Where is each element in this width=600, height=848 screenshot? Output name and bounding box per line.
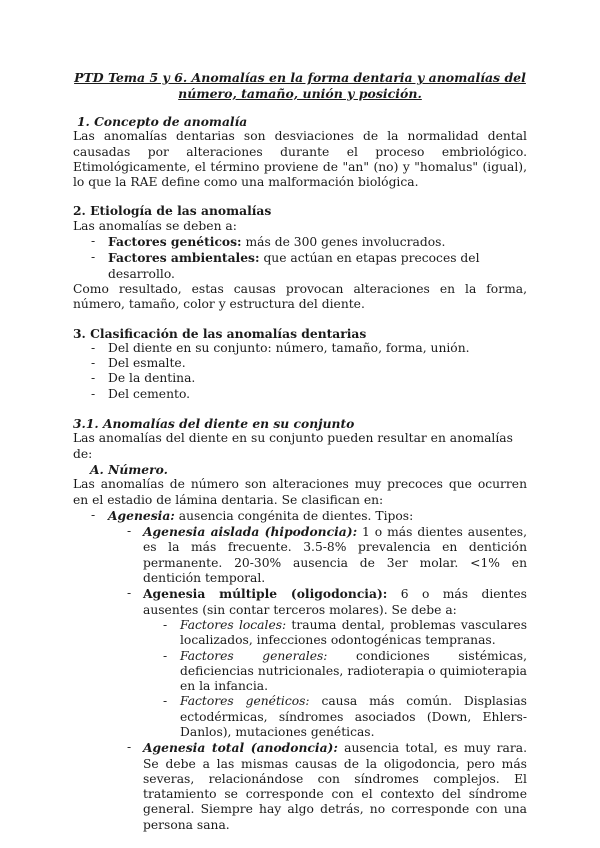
list-item: - Agenesia: ausencia congénita de dientes. Tipos: - Agenesia aislada (hipodoncia): 1 o más dientes ausentes, es la más frecuente. 3.5-8% prevalencia en dentición permanente. 20-30% ausencia de 3er molar. <1% en dentición temporal. - Agenesia múltiple (oligodoncia): 6 o más dientes ausentes (sin contar terceros molares). Se debe a: - Factores locales: trauma dental, problemas vasculares localizados, infecciones odontogénicas tempranas. - Factores generales: condiciones sistémicas, deficiencias nutricionales, radioterapia o quimioterapia en la infancia. - Factores genéticos: causa más común. Displasias ectodérmicas, síndromes asociados (Down, Ehlers-Danlos), mutaciones genéticas. - Agenesia total (anodoncia): ausencia total, es muy rara. Se debe a las mismas causas de la oligodoncia, pero más severas, relacionándose con síndromes complejos. El tratamiento se corresponde con el contexto del síndrome general. Siempre hay algo detrás, no corresponde con una persona sana. — [108, 508, 527, 833]
list-item: - Del esmalte. — [108, 356, 527, 371]
section-intro: Las anomalías del diente en su conjunto pueden resultar en anomalías de: — [73, 431, 513, 461]
agenesia-types — [108, 524, 527, 833]
classification-list — [73, 341, 527, 402]
section-concepto — [73, 114, 527, 190]
list-item: - Factores generales: condiciones sistémicas, deficiencias nutricionales, radioterapia o quimioterapia en la infancia. — [180, 649, 527, 695]
document-page — [73, 70, 527, 833]
section-etiologia — [73, 203, 527, 312]
subsection-heading: A. Número. — [90, 461, 168, 477]
list-item: - Factores locales: trauma dental, problemas vasculares localizados, infecciones odontogénicas tempranas. — [180, 618, 527, 649]
list-item: - Del diente en su conjunto: número, tamaño, forma, unión. — [108, 341, 527, 356]
section-diente-conjunto — [73, 416, 527, 833]
section-heading: 3.1. Anomalías del diente en su conjunto — [73, 416, 355, 432]
list-item: - Agenesia total (anodoncia): ausencia total, es muy rara. Se debe a las mismas causas de la oligodoncia, pero más severas, relacionándose con síndromes complejos. El tratamiento se corresponde con el contexto del síndrome general. Siempre hay algo detrás, no corresponde con una persona sana. — [143, 740, 527, 833]
list-item: - Del cemento. — [108, 387, 527, 402]
list-item: - Factores ambientales: que actúan en etapas precoces del desarrollo. — [108, 250, 527, 282]
section-heading: 2. Etiología de las anomalías — [73, 203, 272, 219]
section-paragraph: Las anomalías dentarias son desviaciones de la normalidad dental causadas por alteraciones durante el proceso embriológico. Etimológicamente, el término proviene de "an" (no) y "homalus" (igual), lo que la RAE define como una malformación biológica. — [73, 129, 527, 190]
section-heading: 1. Concepto de anomalía — [77, 114, 248, 129]
section-clasificacion — [73, 326, 527, 402]
section-paragraph: Como resultado, estas causas provocan alteraciones en la forma, número, tamaño, color y estructura del diente. — [73, 281, 527, 312]
factor-list — [73, 234, 527, 282]
list-item: - Factores genéticos: más de 300 genes involucrados. — [108, 234, 527, 250]
document-title: PTD Tema 5 y 6. Anomalías en la forma dentaria y anomalías del número, tamaño, unión y posición. — [74, 70, 526, 101]
list-item: - Agenesia aislada (hipodoncia): 1 o más dientes ausentes, es la más frecuente. 3.5-8% prevalencia en dentición permanente. 20-30% ausencia de 3er molar. <1% en dentición temporal. — [143, 524, 527, 586]
agenesia-list — [73, 508, 527, 833]
section-heading: 3. Clasificación de las anomalías dentarias — [73, 325, 367, 341]
list-item: - Factores genéticos: causa más común. Displasias ectodérmicas, síndromes asociados (Down, Ehlers-Danlos), mutaciones genéticas. — [180, 694, 527, 740]
section-paragraph: Las anomalías de número son alteraciones muy precoces que ocurren en el estadio de lámina dentaria. Se clasifican en: — [73, 477, 527, 507]
list-item: - Agenesia múltiple (oligodoncia): 6 o más dientes ausentes (sin contar terceros molares). Se debe a: - Factores locales: trauma dental, problemas vasculares localizados, infecciones odontogénicas tempranas. - Factores generales: condiciones sistémicas, deficiencias nutricionales, radioterapia o quimioterapia en la infancia. - Factores genéticos: causa más común. Displasias ectodérmicas, síndromes asociados (Down, Ehlers-Danlos), mutaciones genéticas. — [143, 586, 527, 740]
section-intro: Las anomalías se deben a: — [73, 218, 237, 233]
factor-sublist — [143, 618, 527, 740]
list-item: - De la dentina. — [108, 371, 527, 386]
